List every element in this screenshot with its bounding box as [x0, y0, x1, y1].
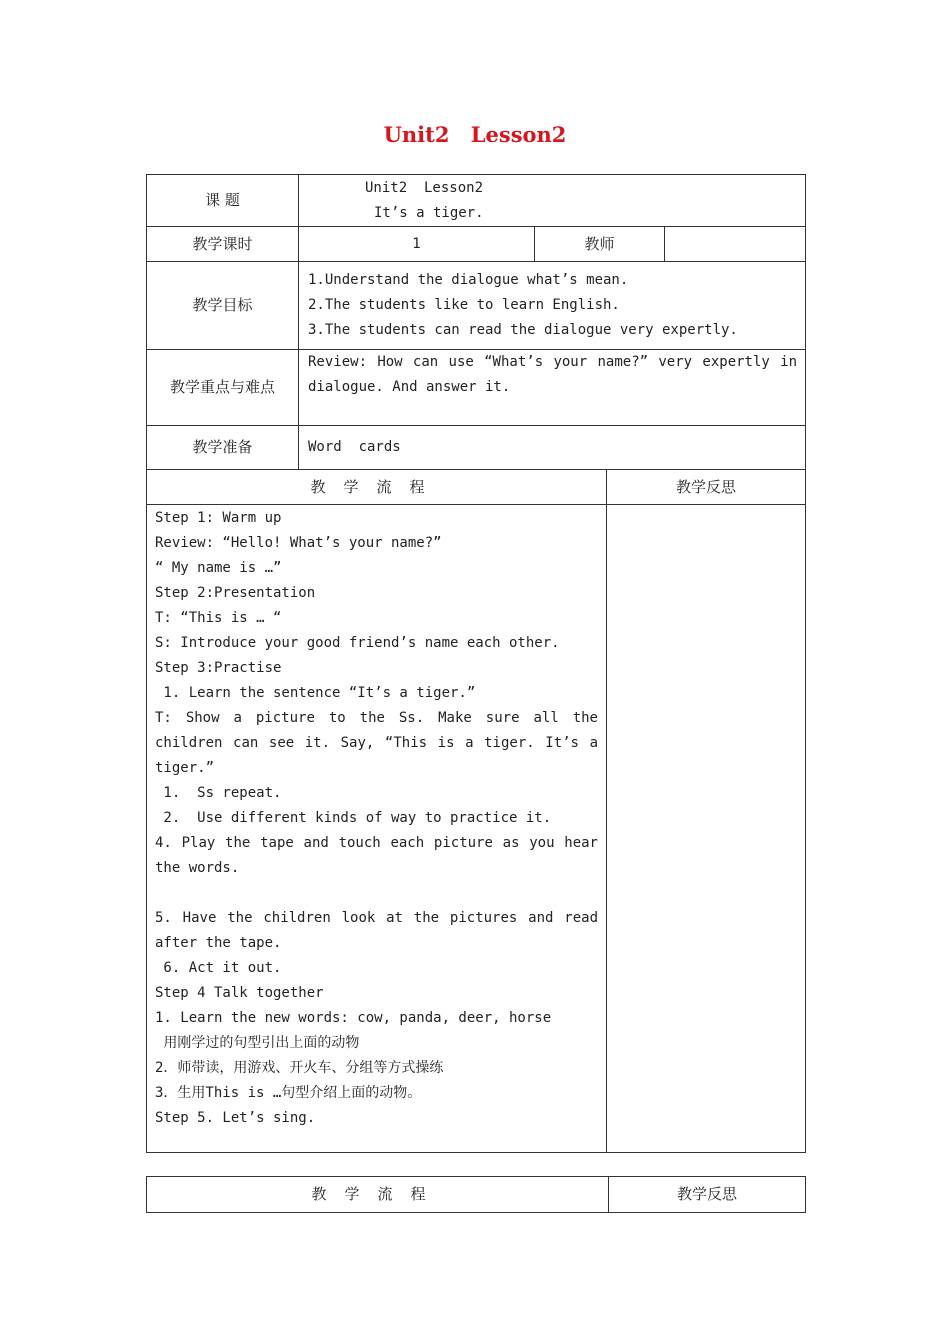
step-line: 2．师带读，用游戏、开火车、分组等方式操练 — [155, 1060, 444, 1076]
goal-item: 1.Understand the dialogue what’s mean. — [308, 272, 629, 288]
key-points-text: Review: How can use “What’s your name?” very expertly in dialogue. And answer it. — [299, 350, 806, 426]
step-line: Step 5. Let’s sing. — [155, 1110, 316, 1126]
goals-label: 教学目标 — [147, 262, 299, 350]
step-line: Step 1: Warm up — [155, 510, 282, 526]
step-line: 4. Play the tape and touch each picture as you hear the words. — [155, 835, 598, 876]
prep-label: 教学准备 — [147, 426, 299, 470]
step-line: Step 3:Practise — [155, 660, 282, 676]
goal-item: 2.The students like to learn English. — [308, 297, 620, 313]
hours-value: 1 — [299, 227, 535, 262]
lesson-plan-table — [146, 174, 806, 1153]
step-line — [155, 881, 598, 906]
step-line: 用刚学过的句型引出上面的动物 — [155, 1035, 360, 1051]
key-points-label: 教学重点与难点 — [147, 350, 299, 426]
step-line: “ My name is …” — [155, 560, 282, 576]
step-line: 2. Use different kinds of way to practice it. — [155, 810, 552, 826]
reflection-cell — [607, 505, 806, 1153]
teacher-value — [665, 227, 806, 262]
goals-cell — [299, 262, 806, 350]
step-line: 1. Learn the sentence “It’s a tiger.” — [155, 685, 476, 701]
step-line: T: “This is … “ — [155, 610, 282, 626]
step-line: 6. Act it out. — [155, 960, 282, 976]
step-line: Step 2:Presentation — [155, 585, 316, 601]
topic-label: 课 题 — [147, 175, 299, 227]
topic-cell — [299, 175, 806, 227]
prep-value: Word cards — [299, 426, 806, 470]
step-line: Step 4 Talk together — [155, 985, 324, 1001]
topic-line-2: It’s a tiger. — [374, 205, 484, 221]
topic-line-1: Unit2 Lesson2 — [365, 180, 484, 196]
flow-header: 教学流程 — [147, 470, 607, 505]
hours-label: 教学课时 — [147, 227, 299, 262]
step-line: 1. Ss repeat. — [155, 785, 282, 801]
teacher-label: 教师 — [535, 227, 665, 262]
document-title: Unit2 Lesson2 — [383, 122, 567, 147]
continuation-table — [146, 1176, 806, 1213]
step-line: T: Show a picture to the Ss. Make sure all the children can see it. Say, “This is a tiger. It’s a tiger.” — [155, 710, 598, 776]
reflection-header: 教学反思 — [607, 470, 806, 505]
goal-item: 3.The students can read the dialogue very expertly. — [308, 322, 738, 338]
step-line: S: Introduce your good friend’s name each other. — [155, 635, 560, 651]
step-line: 3．生用This is …句型介绍上面的动物。 — [155, 1085, 422, 1101]
step-line: Review: “Hello! What’s your name?” — [155, 535, 442, 551]
steps-cell — [147, 505, 607, 1153]
step-line: 1. Learn the new words: cow, panda, deer, horse — [155, 1010, 552, 1026]
step-line: 5. Have the children look at the pictures and read after the tape. — [155, 910, 598, 951]
flow-header-2: 教学流程 — [147, 1177, 609, 1213]
reflection-header-2: 教学反思 — [609, 1177, 806, 1213]
